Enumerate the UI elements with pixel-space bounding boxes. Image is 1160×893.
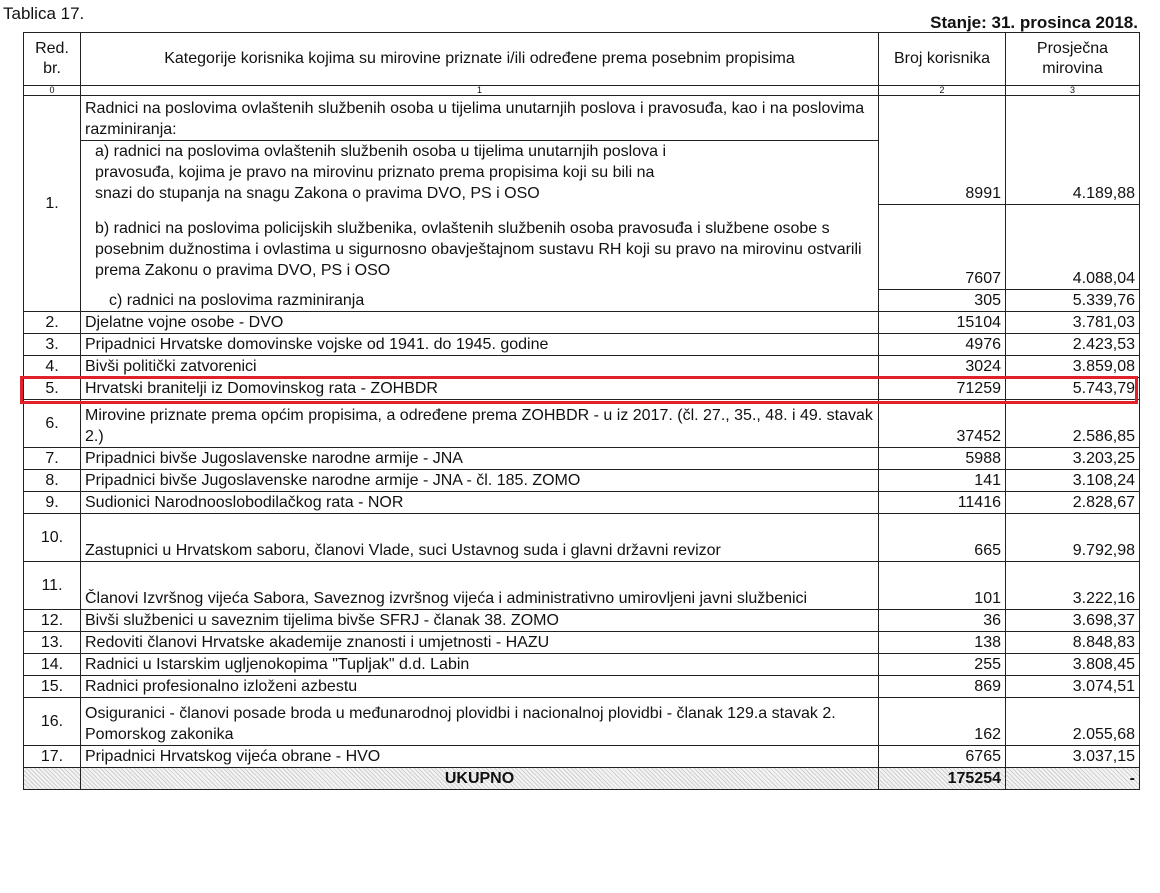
row-category: Sudionici Narodnooslobodilačkog rata - NOR xyxy=(81,491,879,513)
row-number: 4. xyxy=(24,355,81,377)
row-1c xyxy=(24,289,1140,311)
header-count: Broj korisnika xyxy=(879,33,1006,86)
row-avg: 2.586,85 xyxy=(1006,399,1140,447)
row-count: 141 xyxy=(879,469,1006,491)
table-label: Tablica 17. xyxy=(3,4,85,23)
table-row xyxy=(24,399,1140,447)
table-row xyxy=(24,631,1140,653)
table-row xyxy=(24,745,1140,767)
row-1b xyxy=(24,204,1140,289)
row-avg: 3.808,45 xyxy=(1006,653,1140,675)
header-rednr: Red. br. xyxy=(24,33,81,86)
row-number: 13. xyxy=(24,631,81,653)
row-category: Radnici u Istarskim ugljenokopima "Tupljak" d.d. Labin xyxy=(81,653,879,675)
row-number: 15. xyxy=(24,675,81,697)
total-label: UKUPNO xyxy=(81,767,879,789)
row-number: 8. xyxy=(24,469,81,491)
row-number: 12. xyxy=(24,609,81,631)
row-number: 10. xyxy=(24,513,81,561)
row-category: Osiguranici - članovi posade broda u međunarodnoj plovidbi i nacionalnoj plovidbi - članak 129.a stavak 2. Pomorskog zakonika xyxy=(81,697,879,745)
pension-table-container xyxy=(23,32,1139,790)
row-count: 3024 xyxy=(879,355,1006,377)
table-row xyxy=(24,561,1140,609)
row-1b-count: 7607 xyxy=(879,204,1006,289)
row-avg: 3.203,25 xyxy=(1006,447,1140,469)
row-count: 665 xyxy=(879,513,1006,561)
table-row xyxy=(24,675,1140,697)
row-number: 16. xyxy=(24,697,81,745)
row-count: 36 xyxy=(879,609,1006,631)
table-row xyxy=(24,491,1140,513)
table-row xyxy=(24,653,1140,675)
row-1a-text: a) radnici na poslovima ovlaštenih službenih osoba u tijelima unutarnjih poslova i pravosuđa, kojima je pravo na mirovinu priznato prema propisima koji su bili na snazi do stupanja na snagu Zakona o pravima DVO, PS i OSO xyxy=(81,141,879,205)
row-avg: 3.698,37 xyxy=(1006,609,1140,631)
row-count: 15104 xyxy=(879,311,1006,333)
row-avg: 3.781,03 xyxy=(1006,311,1140,333)
row-number: 3. xyxy=(24,333,81,355)
row-1a-avg: 4.189,88 xyxy=(1006,141,1140,205)
pension-table xyxy=(23,32,1140,790)
row-category: Pripadnici Hrvatske domovinske vojske od 1941. do 1945. godine xyxy=(81,333,879,355)
row-number: 9. xyxy=(24,491,81,513)
row-category: Redoviti članovi Hrvatske akademije znanosti i umjetnosti - HAZU xyxy=(81,631,879,653)
index-row xyxy=(24,86,1140,96)
row-category: Mirovine priznate prema općim propisima, a određene prema ZOHBDR - u iz 2017. (čl. 27., 35., 48. i 49. stavak 2.) xyxy=(81,399,879,447)
row-count: 11416 xyxy=(879,491,1006,513)
row-1-intro xyxy=(24,96,1140,141)
row-1a-count: 8991 xyxy=(879,141,1006,205)
row-number: 2. xyxy=(24,311,81,333)
header-row xyxy=(24,33,1140,86)
row-avg: 2.828,67 xyxy=(1006,491,1140,513)
index-2: 2 xyxy=(879,86,1006,96)
row-avg: 3.074,51 xyxy=(1006,675,1140,697)
row-1b-text: b) radnici na poslovima policijskih službenika, ovlaštenih službenih osoba pravosuđa i službene osobe s posebnim dužnostima i ovlastima u sigurnosno obavještajnom sustavu RH koji su pravo na mirovinu ostvarili prema Zakonu o pravima DVO, PS i OSO xyxy=(81,204,879,289)
row-count: 162 xyxy=(879,697,1006,745)
table-row xyxy=(24,311,1140,333)
row-number: 5. xyxy=(24,377,81,399)
row-category: Hrvatski branitelji iz Domovinskog rata - ZOHBDR xyxy=(81,377,879,399)
row-count: 5988 xyxy=(879,447,1006,469)
index-1: 1 xyxy=(81,86,879,96)
row-category: Djelatne vojne osobe - DVO xyxy=(81,311,879,333)
row-1b-avg: 4.088,04 xyxy=(1006,204,1140,289)
row-avg: 2.423,53 xyxy=(1006,333,1140,355)
table-row xyxy=(24,513,1140,561)
row-category: Pripadnici bivše Jugoslavenske narodne armije - JNA xyxy=(81,447,879,469)
row-count: 138 xyxy=(879,631,1006,653)
table-row xyxy=(24,469,1140,491)
row-category: Pripadnici bivše Jugoslavenske narodne armije - JNA - čl. 185. ZOMO xyxy=(81,469,879,491)
table-row xyxy=(24,377,1140,399)
row-category: Članovi Izvršnog vijeća Sabora, Saveznog izvršnog vijeća i administrativno umirovljeni javni službenici xyxy=(81,561,879,609)
table-row xyxy=(24,355,1140,377)
total-row xyxy=(24,767,1140,789)
row-count: 869 xyxy=(879,675,1006,697)
table-row xyxy=(24,447,1140,469)
table-row xyxy=(24,697,1140,745)
row-number: 14. xyxy=(24,653,81,675)
index-0: 0 xyxy=(24,86,81,96)
row-1c-avg: 5.339,76 xyxy=(1006,289,1140,311)
index-3: 3 xyxy=(1006,86,1140,96)
row-number: 6. xyxy=(24,399,81,447)
row-1-intro-text: Radnici na poslovima ovlaštenih službenih osoba u tijelima unutarnjih poslova i pravosuđa, kao i na poslovima razminiranja: xyxy=(81,96,879,141)
table-row xyxy=(24,609,1140,631)
row-avg: 3.108,24 xyxy=(1006,469,1140,491)
row-avg: 9.792,98 xyxy=(1006,513,1140,561)
row-avg: 2.055,68 xyxy=(1006,697,1140,745)
row-number: 11. xyxy=(24,561,81,609)
row-category: Pripadnici Hrvatskog vijeća obrane - HVO xyxy=(81,745,879,767)
row-count: 6765 xyxy=(879,745,1006,767)
row-number: 1. xyxy=(24,96,81,312)
header-avg: Prosječna mirovina xyxy=(1006,33,1140,86)
row-avg: 3.859,08 xyxy=(1006,355,1140,377)
status-date: Stanje: 31. prosinca 2018. xyxy=(930,13,1138,32)
total-count: 175254 xyxy=(879,767,1006,789)
row-count: 37452 xyxy=(879,399,1006,447)
row-avg: 3.222,16 xyxy=(1006,561,1140,609)
row-count: 4976 xyxy=(879,333,1006,355)
row-count: 101 xyxy=(879,561,1006,609)
total-avg: - xyxy=(1006,767,1140,789)
row-1c-text: c) radnici na poslovima razminiranja xyxy=(81,289,879,311)
row-category: Bivši politički zatvorenici xyxy=(81,355,879,377)
row-category: Radnici profesionalno izloženi azbestu xyxy=(81,675,879,697)
row-1c-count: 305 xyxy=(879,289,1006,311)
table-row xyxy=(24,333,1140,355)
row-category: Zastupnici u Hrvatskom saboru, članovi Vlade, suci Ustavnog suda i glavni državni revizor xyxy=(81,513,879,561)
row-number: 17. xyxy=(24,745,81,767)
table-body xyxy=(24,311,1140,767)
row-1a xyxy=(24,141,1140,205)
row-count: 255 xyxy=(879,653,1006,675)
row-category: Bivši službenici u saveznim tijelima bivše SFRJ - članak 38. ZOMO xyxy=(81,609,879,631)
header-category: Kategorije korisnika kojima su mirovine priznate i/ili određene prema posebnim propisima xyxy=(81,33,879,86)
row-avg: 8.848,83 xyxy=(1006,631,1140,653)
row-avg: 3.037,15 xyxy=(1006,745,1140,767)
row-number: 7. xyxy=(24,447,81,469)
row-avg: 5.743,79 xyxy=(1006,377,1140,399)
row-count: 71259 xyxy=(879,377,1006,399)
